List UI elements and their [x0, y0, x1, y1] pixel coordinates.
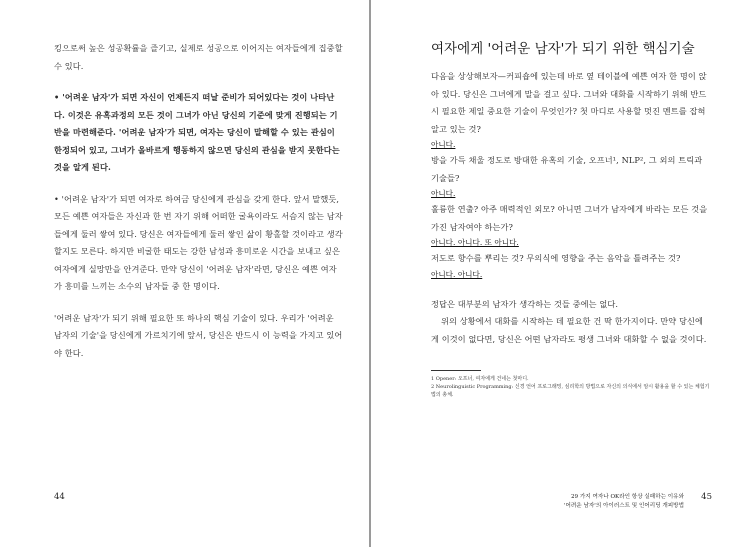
answer-1: 아니다. [431, 140, 456, 149]
left-bullet-1: • '어려운 남자'가 되면 자신이 언제든지 떠날 준비가 되어있다는 것이 나타난다. 이것은 유혹과정의 모든 것이 그녀가 아닌 당신의 기준에 맞게 진행되는 기반을 마련해준다. '어려운 남자'가 되면, 여자는 당신이 말해할 수 있는 관심이 한정되어 있고, 그녀가 올바르게 행동하지 않으면 당신의 관심을 받지 못한다는 것을 알게 된다. [54, 92, 340, 172]
question-2: 방을 가득 채울 정도로 방대한 유혹의 기술, 오프너¹, NLP², 그 외의 트릭과 기술들? [431, 155, 703, 183]
conclusion-1: 정답은 대부분의 남자가 생각하는 것들 중에는 없다. [431, 298, 619, 309]
footnote-2: 2 Neurolinguistic Programming: 신경 언어 프로그래밍, 심리학의 방법으로 자신의 의식에서 암시 활용을 할 수 있는 체험기법의 총체. [431, 384, 710, 398]
running-footer-line-1: 29 가지 여자나 OK라인 항상 실패하는 이유와 [570, 494, 684, 500]
answer-3: 아니다. 아니다. 또 아니다. [431, 238, 519, 247]
footnote-1: 1 Opener: 오프너, 여자에게 건네는 첫마디. [431, 376, 529, 382]
left-paragraph-2: '어려운 남자'가 되기 위해 필요한 또 하나의 핵심 기술이 있다. 우리가 '어려운 남자의 기술'을 당신에게 가르치기에 앞서, 당신은 반드시 이 능력을 가지고 있어야 한다. [54, 312, 343, 358]
question-3: 훌륭한 연출? 아주 매력적인 외모? 아니면 그녀가 남자에게 바라는 모든 것을 가진 남자여야 하는가? [431, 204, 708, 232]
intro-paragraph: 다음을 상상해보자—커피숍에 있는데 바로 옆 테이블에 예쁜 여자 한 명이 앉아 있다. 당신은 그녀에게 말을 걸고 싶다. 그녀와 대화를 시작하기 위해 반드시 필요한 제일 중요한 기술이 무엇인가? 첫 마디로 사용할 멋진 멘트를 잡혀 알고 있는 것? [431, 71, 707, 134]
footnote-divider [431, 370, 481, 371]
running-footer-line-2: '어려운 남자'의 아이러스트 및 인어리딩 개피방법 [563, 503, 684, 509]
running-footer [494, 493, 684, 511]
question-4: 저도로 향수를 뿌리는 것? 무의식에 영향을 주는 음악을 틀려주는 것? [431, 253, 681, 263]
section-title: 여자에게 '어려운 남자'가 되기 위한 핵심기술 [431, 41, 695, 57]
right-page-number: 45 [701, 492, 712, 502]
left-bullet-2: • '어려운 남자'가 되면 여자로 하여금 당신에게 관심을 갖게 한다. 앞서 말했듯, 모든 예쁜 여자들은 자신과 한 번 자기 위해 어떠한 굴욕이라도 서슴지 않는 남자들에게 둘러 쌓여 있다. 당신은 여자들에게 둘러 쌓인 삶이 황홀할 것이라고 생각할지도 모른다. 하지만 비굴한 태도는 강한 남성과 흥미로운 시간을 보내고 싶은 여자에게 실망만을 안겨준다. 만약 당신이 '어려운 남자'라면, 당신은 예쁜 여자가 흥미를 느끼는 소수의 남자들 중 한 명이다. [54, 193, 343, 291]
left-paragraph-1: 킹으로써 높은 성공확률을 즐기고, 실제로 성공으로 이어지는 여자들에게 집중할 수 있다. [54, 43, 343, 71]
answer-4: 아니다. 아니다. [431, 269, 483, 279]
answer-2: 아니다. [431, 189, 456, 198]
left-page [0, 0, 369, 547]
left-page-number: 44 [54, 492, 65, 502]
conclusion-2: 위의 상황에서 대화를 시작하는 데 필요한 건 딱 한가지이다. 만약 당신에게 이것이 없다면, 당신은 어떤 남자라도 평생 그녀와 대화할 수 없을 것이다. [431, 316, 707, 344]
right-page [371, 0, 740, 547]
